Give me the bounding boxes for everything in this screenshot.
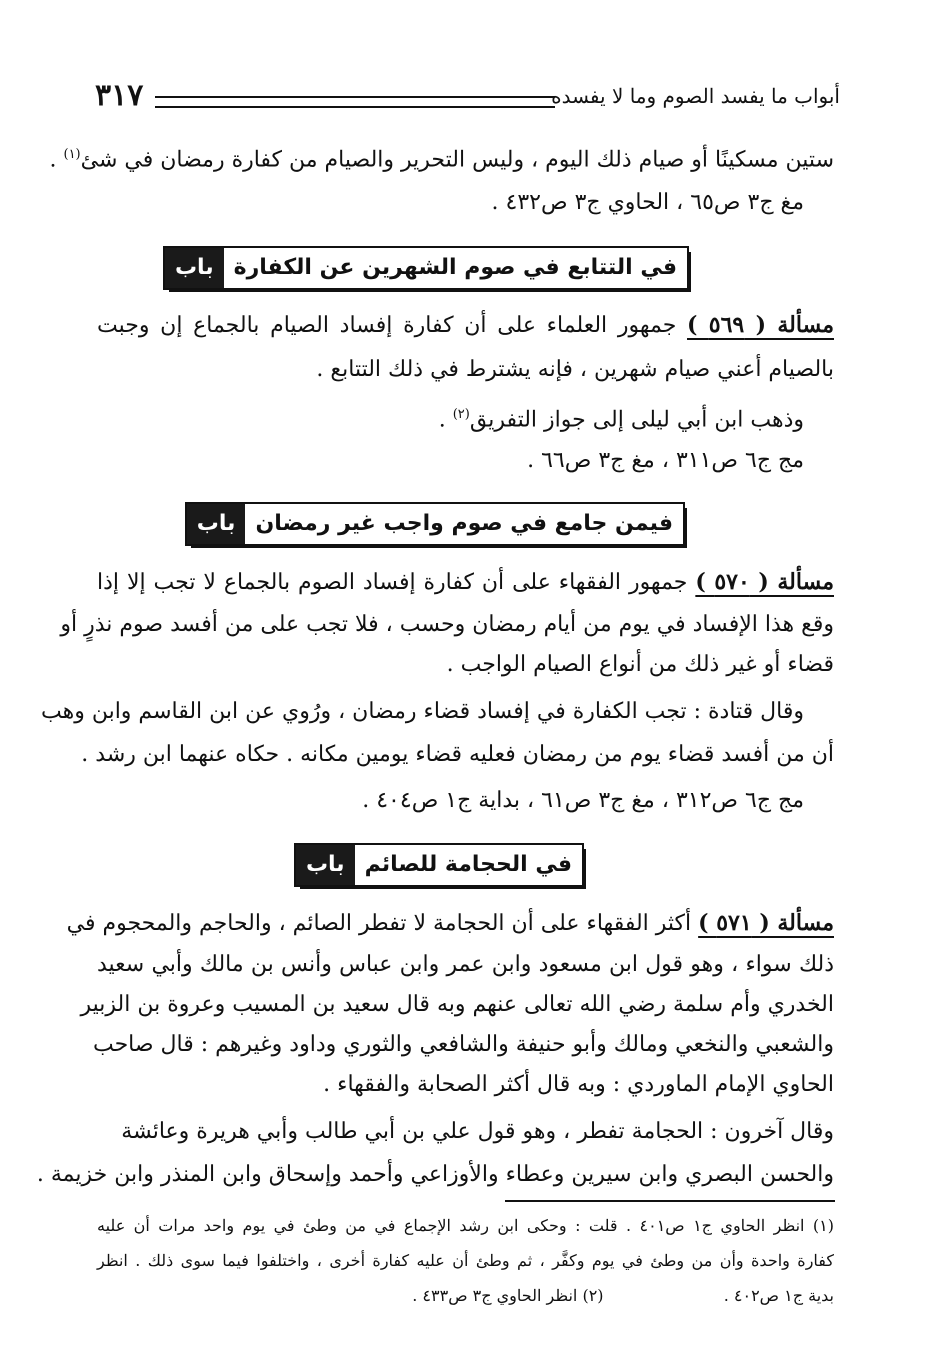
masala-571-line-4: والشعبي والنخعي ومالك وأبو حنيفة والشافعي والثوري وداود وغيرهم : قال صاحب: [92, 1032, 834, 1057]
masala-570-reference: مج ج٦ ص٣١٢ ، مغ ج٣ ص٦١ ، بداية ج١ ص٤٠٤ .: [362, 788, 804, 813]
masala-571-line-7: والحسن البصري وابن سيرين وعطاء والأوزاعي وأحمد وإسحاق وابن المنذر وابن خزيمة .: [36, 1162, 834, 1187]
page-header: [95, 78, 840, 118]
masala-label: مسألة ( ٥٧٠ ): [695, 569, 834, 595]
footnote-line-2: كفارة واحدة وأن من وطئ في يوم وكفَّر ، ثم وطئ أن عليه كفارة أخرى ، واختلفوا فيما سوى ذلك . انظر: [97, 1251, 835, 1270]
chapter-tag: باب: [165, 248, 224, 288]
footnote-rule: [505, 1200, 835, 1202]
chapter-tag: باب: [187, 504, 246, 544]
intro-reference: مغ ج٣ ص٦٥ ، الحاوي ج٣ ص٤٣٢ .: [491, 190, 804, 215]
masala-570-line-5: أن من أفسد قضاء يوم من رمضان فعليه قضاء يومين مكانه . حكاه عنهما ابن رشد .: [81, 742, 834, 767]
masala-571-line-1: مسألة ( ٥٧١ ) أكثر الفقهاء على أن الحجامة لا تفطر الصائم ، والحاجم والمحجوم في: [66, 910, 834, 936]
chapter-title: في التتابع في صوم الشهرين عن الكفارة: [233, 255, 677, 280]
masala-569-line-1: مسألة ( ٥٦٩ ) جمهور العلماء على أن كفارة إفساد الصيام بالجماع إن وجبت: [97, 312, 834, 338]
intro-line-1: ستين مسكينًا أو صيام ذلك اليوم ، وليس التحرير والصيام من كفارة رمضان في شئ$^{(١)}$ .: [49, 147, 834, 173]
chapter-heading-1: [163, 246, 689, 290]
masala-570-line-3: قضاء أو غير ذلك من أنواع الصيام الواجب .: [446, 652, 834, 677]
masala-571-line-3: الخدري وأم سلمة رضي الله تعالى عنهم وبه قال سعيد بن المسيب وعروة بن الزبير: [80, 992, 834, 1017]
chapter-title: فيمن جامع في صوم واجب غير رمضان: [255, 511, 673, 536]
masala-571-line-6: وقال آخرون : الحجامة تفطر ، وهو قول علي بن أبي طالب وأبي هريرة وعائشة: [121, 1119, 834, 1144]
running-title: أبواب ما يفسد الصوم وما لا يفسده: [551, 84, 840, 108]
chapter-heading-2: [185, 502, 685, 546]
masala-569-line-3: وذهب ابن أبي ليلى إلى جواز التفريق$^{(٢)}$ .: [438, 407, 804, 433]
masala-569-line-2: بالصيام أعني صيام شهرين ، فإنه يشترط في ذلك التتابع .: [316, 357, 834, 382]
masala-571-line-5: الحاوي الإمام الماوردي : وبه قال أكثر الصحابة والفقهاء .: [323, 1072, 834, 1097]
masala-label: مسألة ( ٥٦٩ ): [687, 312, 834, 338]
chapter-heading-3: [294, 843, 584, 887]
page-number: ٣١٧: [95, 78, 144, 113]
header-rule: [155, 96, 555, 108]
footnote-marker: (١): [63, 147, 81, 162]
masala-570-line-4: وقال قتادة : تجب الكفارة في إفساد قضاء رمضان ، ورُوي عن ابن القاسم وابن وهب: [41, 699, 804, 724]
chapter-tag: باب: [296, 845, 355, 885]
footnote-marker: (٢): [452, 407, 470, 422]
masala-570-line-2: وقع هذا الإفساد في يوم من أيام رمضان وحسب ، فلا تجب على من أفسد صوم نذرٍ أو: [60, 612, 834, 637]
masala-label: مسألة ( ٥٧١ ): [698, 910, 834, 936]
chapter-title: في الحجامة للصائم: [364, 852, 572, 877]
masala-569-reference: مج ج٦ ص٣١١ ، مغ ج٣ ص٦٦ .: [527, 448, 804, 473]
footnote-line-1: (١) انظر الحاوي ج١ ص٤٠١ . قلت : وحكى ابن رشد الإجماع في من وطئ في يوم واحد مرات أن عليه: [97, 1216, 835, 1235]
masala-571-line-2: ذلك سواء ، وهو قول ابن مسعود وابن عمر وابن عباس وأنس بن مالك وأبي سعيد: [97, 952, 834, 977]
footnote-line-3: بدية ج١ ص٤٠٢ . (٢) انظر الحاوي ج٣ ص٤٣٣ .: [412, 1286, 834, 1305]
masala-570-line-1: مسألة ( ٥٧٠ ) جمهور الفقهاء على أن كفارة إفساد الصوم بالجماع لا تجب إلا إذا: [97, 569, 834, 595]
